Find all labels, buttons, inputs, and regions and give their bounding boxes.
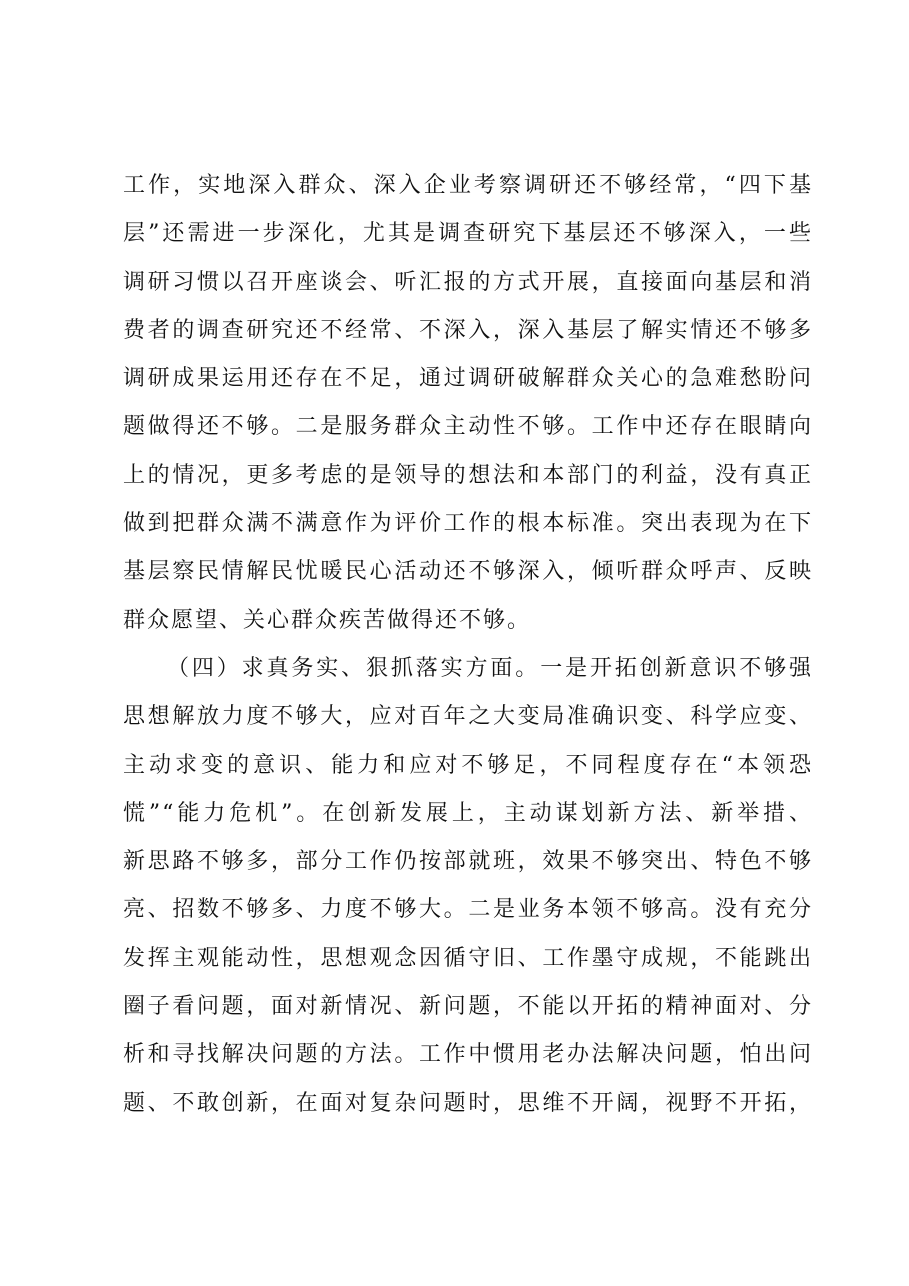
text-line: 思想解放力度不够大，应对百年之大变局准确识变、科学应变、 [123, 704, 813, 730]
text-line: 工作，实地深入群众、深入企业考察调研还不够经常，“四下基 [123, 173, 813, 198]
text-line: 题做得还不够。二是服务群众主动性不够。工作中还存在眼睛向 [123, 414, 813, 440]
text-line: 费者的调查研究还不经常、不深入，深入基层了解实情还不够多 [123, 317, 813, 343]
text-line: 题、不敢创新，在面对复杂问题时，思维不开阔，视野不开拓， [123, 1090, 813, 1116]
text-line: 调研习惯以召开座谈会、听汇报的方式开展，直接面向基层和消 [123, 269, 813, 295]
document-body [123, 162, 813, 1128]
text-line: 发挥主观能动性，思想观念因循守旧、工作墨守成规，不能跳出 [123, 945, 813, 971]
text-line: 层”还需进一步深化，尤其是调查研究下基层还不够深入，一些 [123, 221, 813, 247]
text-line: 析和寻找解决问题的方法。工作中惯用老办法解决问题，怕出问 [123, 1042, 813, 1068]
text-line: 圈子看问题，面对新情况、新问题，不能以开拓的精神面对、分 [123, 994, 813, 1020]
text-line: 做到把群众满不满意作为评价工作的根本标准。突出表现为在下 [123, 511, 813, 537]
text-line: 群众愿望、关心群众疾苦做得还不够。 [123, 607, 532, 633]
text-line: 新思路不够多，部分工作仍按部就班，效果不够突出、特色不够 [123, 849, 813, 875]
section-heading-line: （四）求真务实、狠抓落实方面。一是开拓创新意识不够强 [167, 655, 813, 681]
text-line: 慌”“能力危机”。在创新发展上，主动谋划新方法、新举措、 [123, 800, 813, 826]
text-line: 调研成果运用还存在不足，通过调研破解群众关心的急难愁盼问 [123, 366, 813, 392]
text-line: 亮、招数不够多、力度不够大。二是业务本领不够高。没有充分 [123, 897, 813, 923]
text-line: 主动求变的意识、能力和应对不够足，不同程度存在“本领恐 [123, 752, 813, 778]
text-line: 基层察民情解民忧暖民心活动还不够深入，倾听群众呼声、反映 [123, 559, 813, 585]
text-line: 上的情况，更多考虑的是领导的想法和本部门的利益，没有真正 [123, 462, 813, 488]
